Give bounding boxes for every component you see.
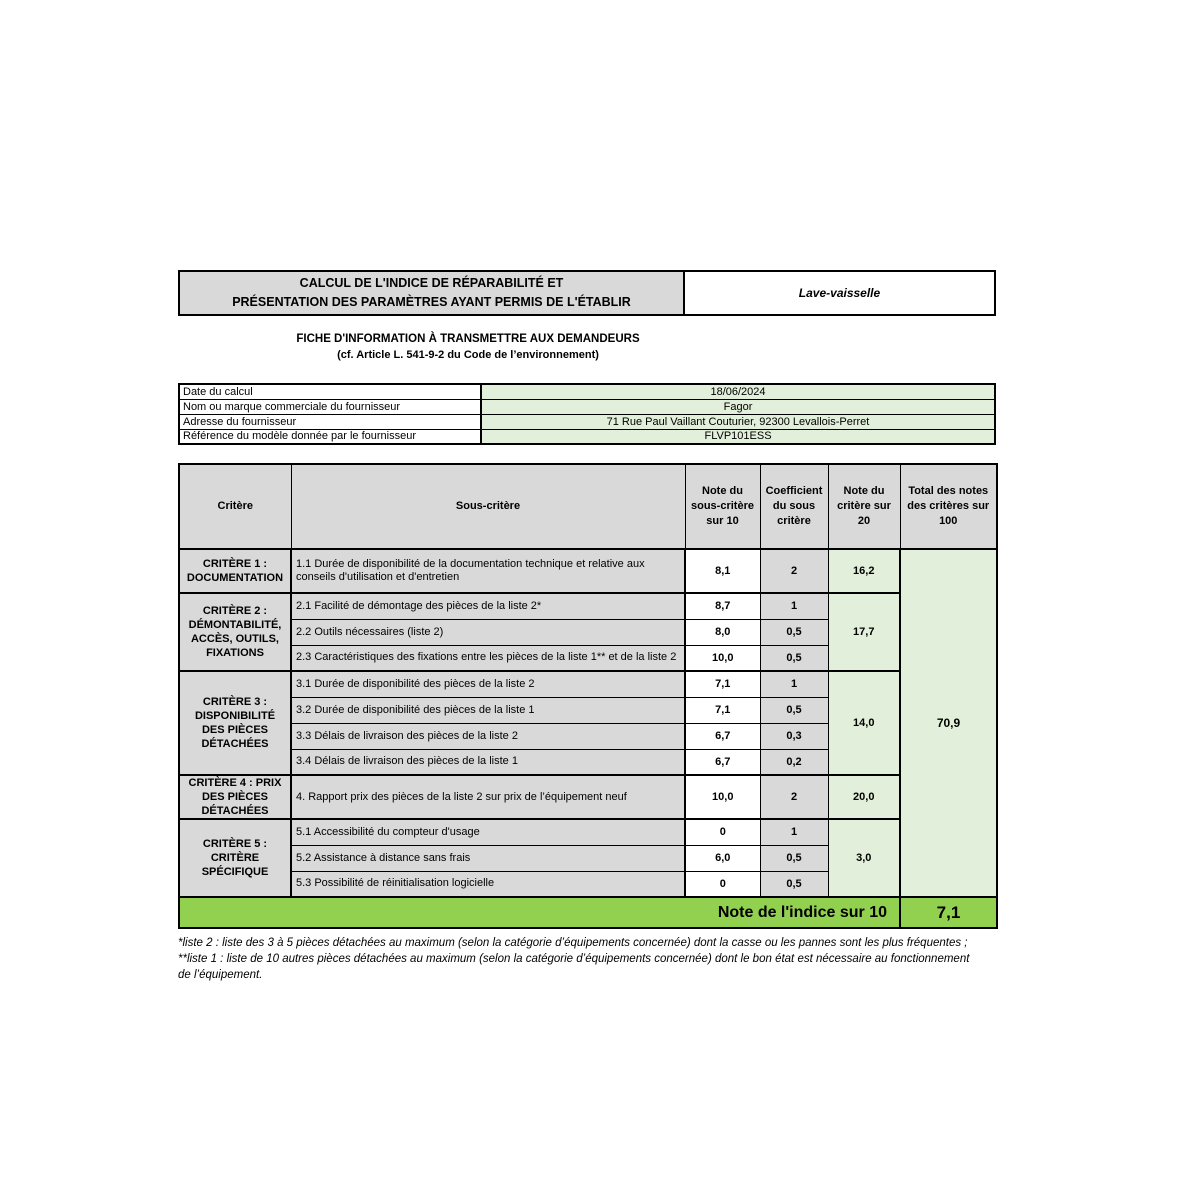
subtitle-line1: FICHE D'INFORMATION À TRANSMETTRE AUX DEMANDEURS	[296, 333, 640, 345]
criterion-score20: 14,0	[828, 671, 900, 775]
criterion-name: CRITÈRE 3 : DISPONIBILITÉ DES PIÈCES DÉTACHÉES	[179, 671, 291, 775]
subcriterion-coefficient: 0,5	[760, 697, 828, 723]
subcriterion-label: 2.2 Outils nécessaires (liste 2)	[291, 619, 685, 645]
info-row	[179, 414, 995, 429]
subcriterion-coefficient: 1	[760, 819, 828, 845]
subcriterion-coefficient: 0,5	[760, 845, 828, 871]
criteria-table-header-row	[179, 464, 997, 549]
document-title-line2: PRÉSENTATION DES PARAMÈTRES AYANT PERMIS DE L'ÉTABLIR	[232, 295, 631, 309]
criteria-row	[179, 671, 997, 697]
info-label: Nom ou marque commerciale du fournisseur	[179, 399, 481, 414]
criteria-table	[178, 463, 998, 929]
criteria-row	[179, 549, 997, 593]
criterion-name: CRITÈRE 2 : DÉMONTABILITÉ, ACCÈS, OUTILS, FIXATIONS	[179, 593, 291, 671]
column-header: Coefficient du sous critère	[760, 464, 828, 549]
subcriterion-score10: 7,1	[685, 697, 760, 723]
info-row	[179, 429, 995, 444]
criterion-score20: 17,7	[828, 593, 900, 671]
total-score100: 70,9	[900, 549, 997, 897]
subcriterion-label: 5.3 Possibilité de réinitialisation logicielle	[291, 871, 685, 897]
column-header: Note du critère sur 20	[828, 464, 900, 549]
subcriterion-coefficient: 1	[760, 593, 828, 619]
subcriterion-label: 3.2 Durée de disponibilité des pièces de la liste 1	[291, 697, 685, 723]
column-header: Total des notes des critères sur 100	[900, 464, 997, 549]
document	[178, 270, 996, 983]
subcriterion-coefficient: 0,5	[760, 871, 828, 897]
subcriterion-score10: 10,0	[685, 645, 760, 671]
subtitle-line2: (cf. Article L. 541-9-2 du Code de l’environnement)	[337, 349, 599, 361]
criterion-score20: 20,0	[828, 775, 900, 819]
document-title-line1: CALCUL DE L'INDICE DE RÉPARABILITÉ ET	[299, 276, 564, 290]
subcriterion-coefficient: 2	[760, 775, 828, 819]
subcriterion-score10: 0	[685, 819, 760, 845]
document-subtitle	[178, 331, 758, 363]
document-title	[178, 270, 685, 316]
criterion-name: CRITÈRE 1 : DOCUMENTATION	[179, 549, 291, 593]
subcriterion-coefficient: 0,2	[760, 749, 828, 775]
subcriterion-score10: 8,1	[685, 549, 760, 593]
final-score-label: Note de l'indice sur 10	[179, 897, 900, 928]
criterion-score20: 16,2	[828, 549, 900, 593]
criteria-row	[179, 593, 997, 619]
criteria-row	[179, 775, 997, 819]
column-header: Sous-critère	[291, 464, 685, 549]
subcriterion-label: 3.4 Délais de livraison des pièces de la liste 1	[291, 749, 685, 775]
subcriterion-score10: 6,0	[685, 845, 760, 871]
criteria-row	[179, 819, 997, 845]
column-header: Critère	[179, 464, 291, 549]
subcriterion-coefficient: 0,3	[760, 723, 828, 749]
footnotes	[178, 935, 978, 983]
subcriterion-score10: 10,0	[685, 775, 760, 819]
info-value: 71 Rue Paul Vaillant Couturier, 92300 Levallois-Perret	[481, 414, 995, 429]
subcriterion-score10: 8,7	[685, 593, 760, 619]
info-value: 18/06/2024	[481, 384, 995, 399]
info-label: Adresse du fournisseur	[179, 414, 481, 429]
final-score-value: 7,1	[900, 897, 997, 928]
info-row	[179, 384, 995, 399]
subcriterion-score10: 7,1	[685, 671, 760, 697]
info-value: Fagor	[481, 399, 995, 414]
criterion-score20: 3,0	[828, 819, 900, 897]
subcriterion-label: 3.3 Délais de livraison des pièces de la liste 2	[291, 723, 685, 749]
document-header	[178, 270, 996, 316]
info-label: Date du calcul	[179, 384, 481, 399]
subcriterion-score10: 8,0	[685, 619, 760, 645]
subcriterion-label: 3.1 Durée de disponibilité des pièces de la liste 2	[291, 671, 685, 697]
footnote: **liste 1 : liste de 10 autres pièces détachées au maximum (selon la catégorie d’équipements concernée) dont le bon état est nécessaire au fonctionnement de l’équipement.	[178, 953, 970, 981]
subcriterion-label: 1.1 Durée de disponibilité de la documentation technique et relative aux conseils d'utilisation et d'entretien	[291, 549, 685, 593]
info-label: Référence du modèle donnée par le fournisseur	[179, 429, 481, 444]
subcriterion-score10: 6,7	[685, 749, 760, 775]
supplier-info-table	[178, 383, 996, 445]
info-row	[179, 399, 995, 414]
criterion-name: CRITÈRE 4 : PRIX DES PIÈCES DÉTACHÉES	[179, 775, 291, 819]
subcriterion-coefficient: 1	[760, 671, 828, 697]
footnote: *liste 2 : liste des 3 à 5 pièces détachées au maximum (selon la catégorie d’équipements concernée) dont la casse ou les pannes sont les plus fréquentes ;	[178, 937, 968, 949]
subcriterion-label: 2.3 Caractéristiques des fixations entre les pièces de la liste 1** et de la liste 2	[291, 645, 685, 671]
subcriterion-label: 4. Rapport prix des pièces de la liste 2 sur prix de l’équipement neuf	[291, 775, 685, 819]
column-header: Note du sous-critère sur 10	[685, 464, 760, 549]
subcriterion-label: 2.1 Facilité de démontage des pièces de la liste 2*	[291, 593, 685, 619]
info-value: FLVP101ESS	[481, 429, 995, 444]
subcriterion-label: 5.2 Assistance à distance sans frais	[291, 845, 685, 871]
subcriterion-score10: 6,7	[685, 723, 760, 749]
subcriterion-score10: 0	[685, 871, 760, 897]
subcriterion-coefficient: 2	[760, 549, 828, 593]
subcriterion-coefficient: 0,5	[760, 645, 828, 671]
product-category-box: Lave-vaisselle	[685, 270, 996, 316]
subcriterion-label: 5.1 Accessibilité du compteur d'usage	[291, 819, 685, 845]
subcriterion-coefficient: 0,5	[760, 619, 828, 645]
final-score-row	[179, 897, 997, 928]
criterion-name: CRITÈRE 5 : CRITÈRE SPÉCIFIQUE	[179, 819, 291, 897]
